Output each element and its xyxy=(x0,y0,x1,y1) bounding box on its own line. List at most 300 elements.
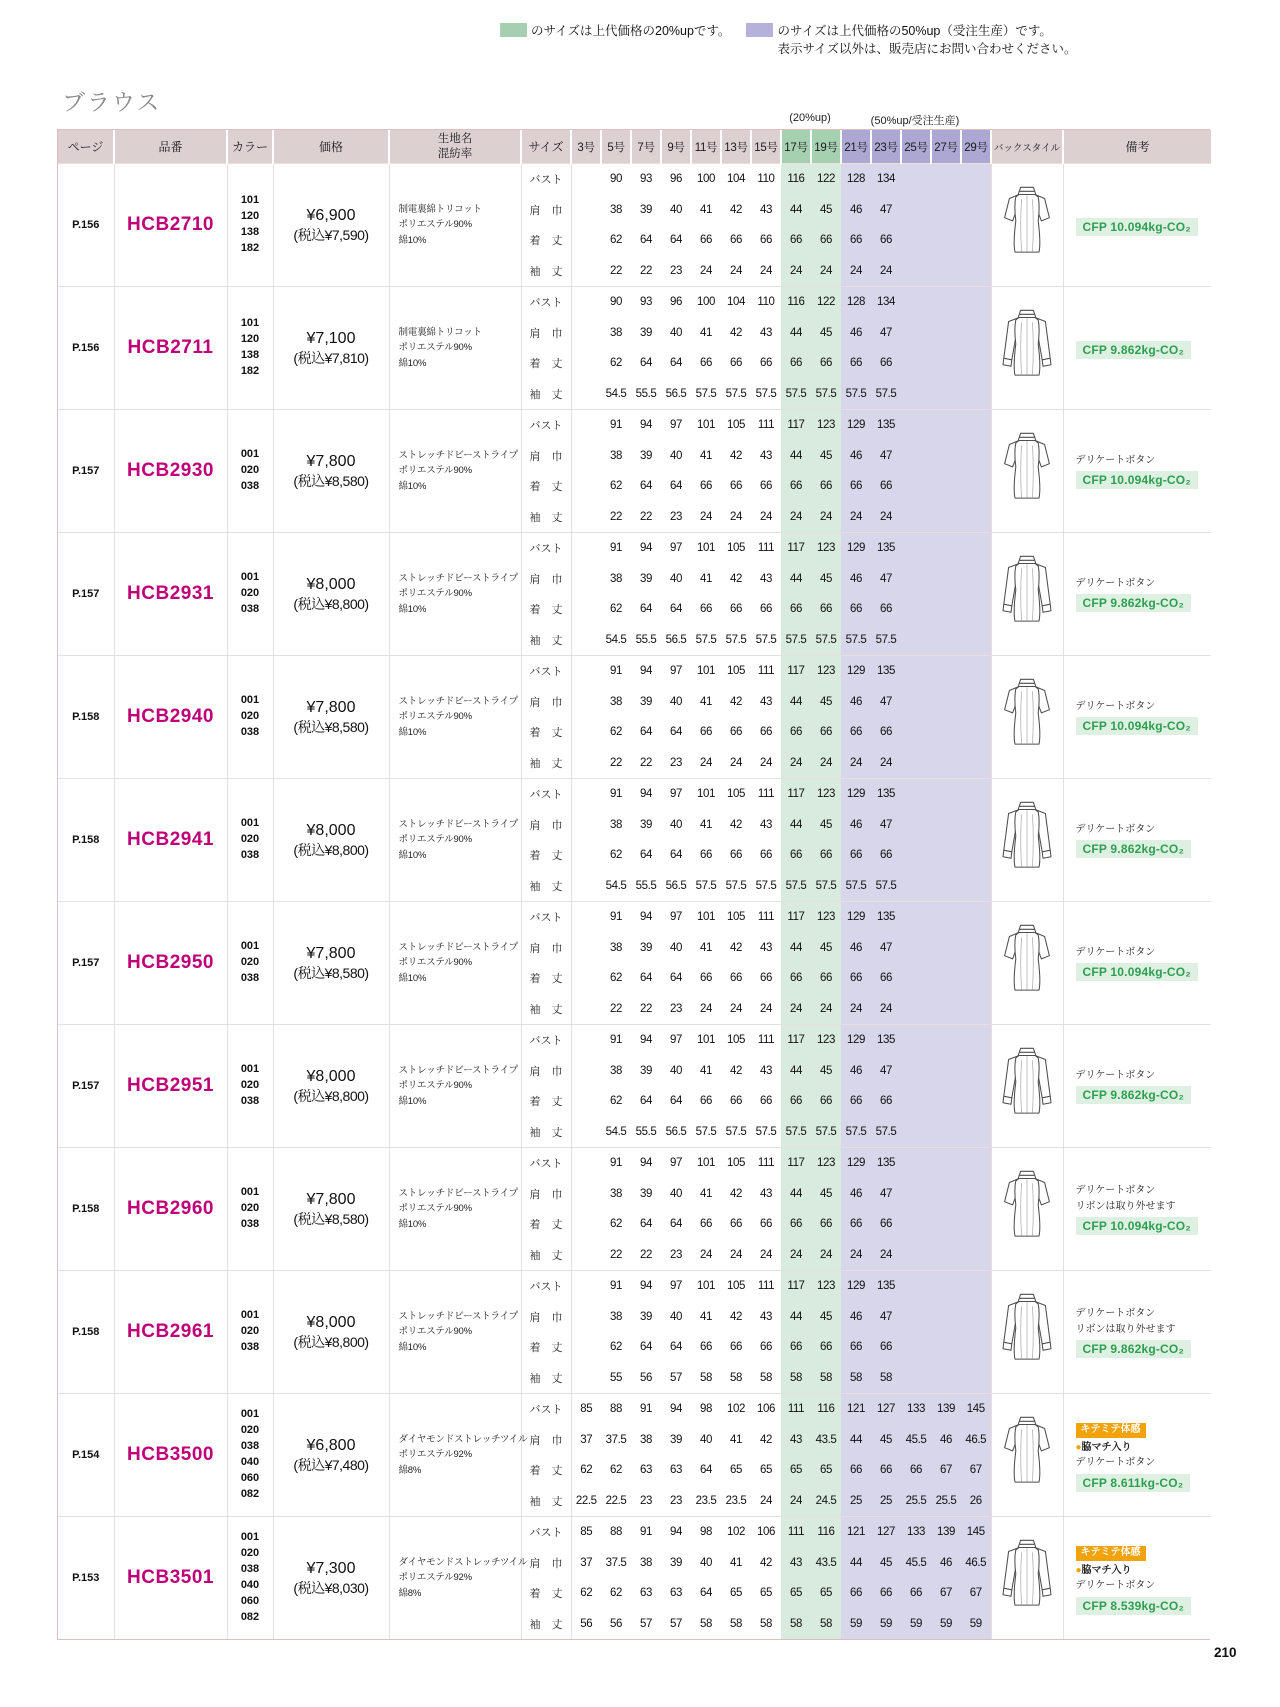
header-color: カラー xyxy=(227,130,273,164)
size-value: 23 xyxy=(670,1002,682,1015)
size-value: 123 xyxy=(811,902,841,933)
size-value xyxy=(961,902,991,933)
size-value xyxy=(961,564,991,595)
size-value: 57.5 xyxy=(725,633,747,646)
size-value: 54.5 xyxy=(605,879,627,892)
size-value: 46.5 xyxy=(961,1548,991,1579)
kitemite-badge: キテミテ体感 xyxy=(1076,1546,1146,1561)
size-value xyxy=(961,1209,991,1240)
size-value: 38 xyxy=(610,818,622,831)
product-row xyxy=(58,164,1211,195)
size-value: 91 xyxy=(601,1148,631,1179)
measurement-label: 着 丈 xyxy=(521,1578,571,1609)
product-page-ref: P.158 xyxy=(58,656,114,779)
measurement-label: 着 丈 xyxy=(521,717,571,748)
size-value: 24 xyxy=(700,756,712,769)
product-fabric xyxy=(389,1394,528,1517)
product-price xyxy=(273,164,389,287)
size-value: 66 xyxy=(781,471,811,502)
size-value: 117 xyxy=(781,779,811,810)
color-code: 020 xyxy=(240,1325,260,1338)
size-value xyxy=(571,379,601,410)
cfp-badge: CFP 10.094kg-CO₂ xyxy=(1076,1217,1198,1235)
price-main: ¥8,000 xyxy=(306,821,356,839)
size-value: 67 xyxy=(961,1578,991,1609)
color-code: 038 xyxy=(240,602,260,615)
size-value xyxy=(931,164,961,195)
size-value: 24 xyxy=(700,1248,712,1261)
size-value xyxy=(901,410,931,441)
size-value: 24 xyxy=(781,256,811,287)
size-value: 91 xyxy=(601,779,631,810)
size-value: 24 xyxy=(841,748,871,779)
size-value xyxy=(901,225,931,256)
product-price xyxy=(273,1148,389,1271)
cfp-wrap xyxy=(1076,338,1212,359)
product-color-codes xyxy=(227,902,273,1025)
size-value: 23 xyxy=(670,264,682,277)
product-code: HCB3500 xyxy=(114,1394,227,1517)
color-code: 001 xyxy=(240,940,260,953)
size-value: 66 xyxy=(730,972,742,985)
size-value: 37.5 xyxy=(605,1433,627,1446)
size-value xyxy=(901,933,931,964)
header-fabric xyxy=(389,130,521,164)
size-value: 47 xyxy=(871,810,901,841)
size-value: 41 xyxy=(700,818,712,831)
size-value: 66 xyxy=(700,234,712,247)
size-value: 66 xyxy=(841,840,871,871)
size-value xyxy=(901,256,931,287)
size-value xyxy=(571,687,601,718)
size-value xyxy=(901,1363,931,1394)
size-value: 66 xyxy=(841,471,871,502)
size-value: 44 xyxy=(781,1179,811,1210)
size-value: 44 xyxy=(781,810,811,841)
size-value: 101 xyxy=(691,1025,721,1056)
blouse-back-short-sleeve-illustration xyxy=(999,676,1055,753)
size-value: 111 xyxy=(751,1148,781,1179)
size-value: 55 xyxy=(610,1371,622,1384)
size-value: 42 xyxy=(730,1187,742,1200)
product-page-ref: P.157 xyxy=(58,410,114,533)
size-value: 56 xyxy=(580,1617,593,1630)
product-color-codes xyxy=(227,1025,273,1148)
cfp-wrap xyxy=(1076,714,1212,735)
measurement-label: 袖 丈 xyxy=(521,871,571,902)
header-backstyle: バックスタイル xyxy=(991,130,1063,164)
size-value xyxy=(931,1271,961,1302)
size-value: 24 xyxy=(700,510,712,523)
size-value: 101 xyxy=(691,902,721,933)
color-code: 038 xyxy=(240,1094,260,1107)
size-value: 24 xyxy=(760,1002,772,1015)
size-column-header: 17号 xyxy=(781,130,811,164)
size-value xyxy=(901,1240,931,1271)
size-value: 123 xyxy=(811,1271,841,1302)
color-code: 001 xyxy=(240,1186,260,1199)
size-value: 97 xyxy=(661,1148,691,1179)
size-value xyxy=(901,1332,931,1363)
size-value: 45.5 xyxy=(901,1548,931,1579)
size-value xyxy=(931,748,961,779)
size-value: 66 xyxy=(760,603,772,616)
fabric-line: ポリエステル90% xyxy=(398,1326,472,1338)
size-value: 64 xyxy=(670,234,682,247)
size-value: 59 xyxy=(961,1609,991,1640)
color-code: 082 xyxy=(240,1610,260,1623)
size-value: 24 xyxy=(811,1240,841,1271)
size-value: 24 xyxy=(781,1240,811,1271)
size-value: 40 xyxy=(670,818,682,831)
size-value: 66 xyxy=(841,1455,871,1486)
measurement-label: 肩 巾 xyxy=(521,933,571,964)
size-value: 37.5 xyxy=(605,1556,627,1569)
size-value: 105 xyxy=(721,902,751,933)
size-column-header: 19号 xyxy=(811,130,841,164)
measurement-label: バスト xyxy=(521,1148,571,1179)
size-value: 66 xyxy=(841,225,871,256)
color-code: 020 xyxy=(240,1424,260,1437)
size-value: 39 xyxy=(670,1556,682,1569)
product-page-ref: P.153 xyxy=(58,1517,114,1640)
size-value: 23.5 xyxy=(695,1494,717,1507)
fabric-line: ポリエステル92% xyxy=(398,1572,472,1584)
size-value: 66 xyxy=(781,1086,811,1117)
measurement-label: 袖 丈 xyxy=(521,256,571,287)
size-value: 64 xyxy=(670,1218,682,1231)
size-value: 22 xyxy=(640,1002,652,1015)
color-code: 020 xyxy=(240,1202,260,1215)
product-spec-table xyxy=(58,130,1211,1639)
size-value: 46 xyxy=(841,933,871,964)
product-page-ref: P.156 xyxy=(58,287,114,410)
size-value: 57.5 xyxy=(755,633,777,646)
product-row xyxy=(58,779,1211,810)
size-value: 116 xyxy=(781,164,811,195)
product-code: HCB2950 xyxy=(114,902,227,1025)
color-code: 001 xyxy=(240,1408,260,1421)
size-value xyxy=(961,1271,991,1302)
size-value xyxy=(901,656,931,687)
cfp-wrap xyxy=(1076,1471,1212,1492)
size-value: 38 xyxy=(610,326,622,339)
table-body xyxy=(58,164,1211,1640)
measurement-label: 着 丈 xyxy=(521,348,571,379)
fabric-line: 綿8% xyxy=(398,1464,422,1476)
size-value xyxy=(571,318,601,349)
price-main: ¥7,800 xyxy=(306,944,356,962)
size-value: 43.5 xyxy=(811,1548,841,1579)
size-value: 39 xyxy=(640,695,652,708)
size-value: 66 xyxy=(811,594,841,625)
measurement-label: バスト xyxy=(521,656,571,687)
size-value xyxy=(571,594,601,625)
size-value xyxy=(931,687,961,718)
size-value: 64 xyxy=(640,849,652,862)
size-value: 24 xyxy=(760,510,772,523)
size-value: 135 xyxy=(871,1271,901,1302)
size-value: 57.5 xyxy=(781,871,811,902)
size-value: 135 xyxy=(871,533,901,564)
size-value: 40 xyxy=(670,941,682,954)
size-value xyxy=(961,933,991,964)
color-code: 120 xyxy=(240,210,260,223)
product-fabric xyxy=(389,533,521,656)
product-price xyxy=(273,410,389,533)
size-value: 111 xyxy=(751,779,781,810)
fabric-line: 綿10% xyxy=(398,1341,427,1353)
product-fabric xyxy=(389,656,521,779)
size-value: 85 xyxy=(571,1394,601,1425)
size-value: 102 xyxy=(721,1394,751,1425)
fabric-line: ストレッチドビーストライプ xyxy=(398,942,518,954)
size-value: 66 xyxy=(730,357,742,370)
size-value: 24 xyxy=(871,256,901,287)
size-value xyxy=(901,779,931,810)
size-value xyxy=(901,748,931,779)
fabric-line: ストレッチドビーストライプ xyxy=(398,450,518,462)
size-value xyxy=(571,471,601,502)
product-page-ref: P.154 xyxy=(58,1394,114,1517)
size-value: 58 xyxy=(841,1363,871,1394)
product-price xyxy=(273,533,389,656)
size-value: 67 xyxy=(931,1455,961,1486)
legend-item-50up xyxy=(746,22,1076,58)
size-value: 145 xyxy=(961,1394,991,1425)
size-value: 128 xyxy=(841,287,871,318)
price-main: ¥7,800 xyxy=(306,452,356,470)
size-value xyxy=(931,871,961,902)
group-label-20up: (20%up) xyxy=(789,112,831,124)
size-value: 45 xyxy=(811,933,841,964)
size-value: 66 xyxy=(841,717,871,748)
size-value xyxy=(571,963,601,994)
color-code: 182 xyxy=(240,364,260,377)
size-value: 24 xyxy=(700,264,712,277)
product-row xyxy=(58,533,1211,564)
size-value xyxy=(961,1086,991,1117)
size-value xyxy=(931,594,961,625)
size-value: 105 xyxy=(721,410,751,441)
product-page-ref: P.157 xyxy=(58,902,114,1025)
size-value: 66 xyxy=(730,234,742,247)
color-code: 138 xyxy=(240,349,260,361)
size-value: 42 xyxy=(730,1310,742,1323)
size-value: 45 xyxy=(871,1425,901,1456)
size-value: 117 xyxy=(781,1025,811,1056)
size-value: 66 xyxy=(700,849,712,862)
size-value: 66 xyxy=(730,480,742,493)
product-price xyxy=(273,779,389,902)
size-value: 66 xyxy=(841,1086,871,1117)
fabric-line: 綿8% xyxy=(398,1587,422,1599)
size-value: 44 xyxy=(781,195,811,226)
size-value: 134 xyxy=(871,164,901,195)
size-value: 25.5 xyxy=(931,1486,961,1517)
size-value xyxy=(961,625,991,656)
measurement-label: 着 丈 xyxy=(521,1209,571,1240)
product-row xyxy=(58,1517,1211,1548)
size-value: 22.5 xyxy=(575,1494,597,1507)
fabric-line: ポリエステル90% xyxy=(398,588,472,600)
size-value: 24 xyxy=(811,748,841,779)
product-remarks xyxy=(1063,656,1211,779)
size-value: 117 xyxy=(781,1148,811,1179)
size-value: 65 xyxy=(730,1587,742,1600)
size-value: 98 xyxy=(691,1517,721,1548)
size-value xyxy=(931,810,961,841)
size-value xyxy=(571,1056,601,1087)
size-value: 55.5 xyxy=(635,633,657,646)
size-column-header: 27号 xyxy=(931,130,961,164)
size-value: 57.5 xyxy=(695,879,717,892)
size-value: 85 xyxy=(571,1517,601,1548)
size-value: 47 xyxy=(871,1179,901,1210)
size-value: 24 xyxy=(871,1240,901,1271)
size-value: 94 xyxy=(631,656,661,687)
measurement-label: 袖 丈 xyxy=(521,1609,571,1640)
size-value xyxy=(571,1209,601,1240)
cfp-wrap xyxy=(1076,1594,1212,1615)
size-value xyxy=(961,533,991,564)
product-color-codes xyxy=(227,287,273,410)
size-value xyxy=(571,717,601,748)
color-code: 020 xyxy=(240,833,260,846)
size-value: 66 xyxy=(901,1455,931,1486)
size-value: 63 xyxy=(640,1587,652,1600)
size-value xyxy=(931,933,961,964)
size-value: 66 xyxy=(811,717,841,748)
size-value: 65 xyxy=(760,1464,772,1477)
header-fabric-line: 混紡率 xyxy=(437,147,473,160)
size-value xyxy=(931,1302,961,1333)
size-value: 24 xyxy=(760,1494,772,1507)
product-remarks xyxy=(1063,1517,1211,1640)
size-value xyxy=(901,1179,931,1210)
remark-bullet-line: ●脇マチ入り xyxy=(1075,1441,1132,1453)
size-value: 43 xyxy=(760,1187,772,1200)
size-value: 47 xyxy=(871,441,901,472)
price-main: ¥8,000 xyxy=(306,1313,356,1331)
size-value xyxy=(901,1148,931,1179)
size-value: 24 xyxy=(700,1002,712,1015)
size-value: 39 xyxy=(640,1187,652,1200)
size-value: 93 xyxy=(631,164,661,195)
size-value: 42 xyxy=(730,449,742,462)
size-value: 105 xyxy=(721,533,751,564)
size-value: 58 xyxy=(871,1363,901,1394)
size-value: 24 xyxy=(841,502,871,533)
remark-badge xyxy=(1076,1542,1212,1563)
size-value: 24 xyxy=(811,994,841,1025)
size-value: 38 xyxy=(610,941,622,954)
size-value: 47 xyxy=(871,1056,901,1087)
size-value: 64 xyxy=(640,1218,652,1231)
measurement-label: 着 丈 xyxy=(521,225,571,256)
size-value: 24 xyxy=(871,994,901,1025)
measurement-label: バスト xyxy=(521,164,571,195)
size-value xyxy=(961,840,991,871)
size-value: 101 xyxy=(691,1148,721,1179)
product-backstyle xyxy=(991,1394,1063,1517)
size-value: 90 xyxy=(601,287,631,318)
size-value xyxy=(901,1209,931,1240)
size-value xyxy=(931,994,961,1025)
size-value: 66 xyxy=(781,1332,811,1363)
fabric-line: 綿10% xyxy=(398,480,427,492)
size-value: 123 xyxy=(811,533,841,564)
size-value xyxy=(571,840,601,871)
size-value: 94 xyxy=(631,902,661,933)
product-backstyle xyxy=(991,533,1063,656)
price-tax-included: (税込¥8,580) xyxy=(293,1211,369,1228)
orange-bullet-icon: ● xyxy=(1075,1441,1082,1453)
size-value: 129 xyxy=(841,1025,871,1056)
size-value: 66 xyxy=(871,471,901,502)
size-value xyxy=(571,1148,601,1179)
size-value xyxy=(901,994,931,1025)
size-value: 43 xyxy=(760,572,772,585)
size-value: 58 xyxy=(811,1609,841,1640)
size-value xyxy=(961,379,991,410)
remark-line: デリケートボタン xyxy=(1075,1069,1156,1081)
size-value: 96 xyxy=(661,287,691,318)
size-value: 62 xyxy=(580,1464,593,1477)
fabric-line: ストレッチドビーストライプ xyxy=(398,1188,518,1200)
color-code: 020 xyxy=(240,710,260,723)
size-value xyxy=(961,687,991,718)
size-value: 58 xyxy=(811,1363,841,1394)
measurement-label: バスト xyxy=(521,287,571,318)
size-column-header: 11号 xyxy=(691,130,721,164)
size-value: 123 xyxy=(811,779,841,810)
product-backstyle xyxy=(991,1517,1063,1640)
spec-table-wrap xyxy=(57,112,1210,1640)
product-backstyle xyxy=(991,410,1063,533)
size-value: 45 xyxy=(811,687,841,718)
size-value: 97 xyxy=(661,410,691,441)
cfp-wrap xyxy=(1076,837,1212,858)
size-value xyxy=(571,779,601,810)
green-swatch-icon xyxy=(500,23,527,37)
size-value: 59 xyxy=(901,1609,931,1640)
kitemite-badge: キテミテ体感 xyxy=(1076,1423,1146,1438)
size-value xyxy=(931,840,961,871)
size-value: 65 xyxy=(781,1455,811,1486)
measurement-label: 袖 丈 xyxy=(521,748,571,779)
size-value: 94 xyxy=(631,533,661,564)
size-value: 64 xyxy=(700,1587,712,1600)
price-tax-included: (税込¥8,030) xyxy=(293,1580,369,1597)
size-value: 58 xyxy=(781,1363,811,1394)
size-value xyxy=(571,1302,601,1333)
size-value: 57.5 xyxy=(811,379,841,410)
measurement-label: 着 丈 xyxy=(521,471,571,502)
size-value xyxy=(961,748,991,779)
product-color-codes xyxy=(227,1394,273,1517)
product-remarks xyxy=(1063,779,1211,902)
blouse-back-long-sleeve-illustration xyxy=(999,1537,1055,1614)
size-value: 66 xyxy=(730,726,742,739)
measurement-label: バスト xyxy=(521,533,571,564)
size-value: 66 xyxy=(760,1341,772,1354)
size-value: 66 xyxy=(700,1095,712,1108)
size-value: 57 xyxy=(670,1617,682,1630)
size-value: 57.5 xyxy=(781,379,811,410)
size-value xyxy=(961,164,991,195)
size-value xyxy=(931,656,961,687)
